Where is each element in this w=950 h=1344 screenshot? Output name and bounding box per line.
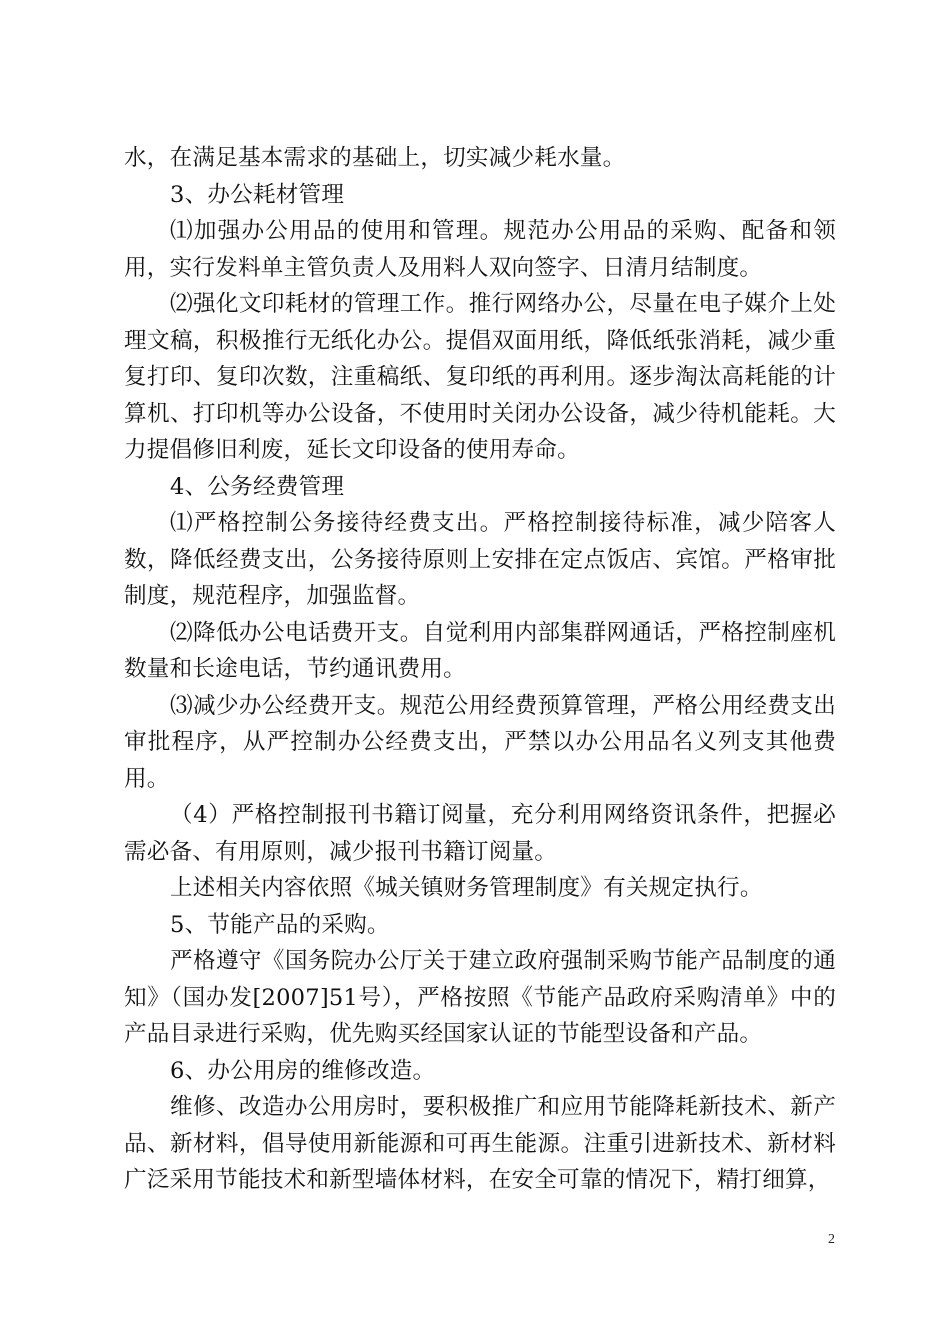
- paragraph-office-supplies: ⑴加强办公用品的使用和管理。规范办公用品的采购、配备和领用，实行发料单主管负责人及用料人双向签字、日清月结制度。: [124, 218, 836, 281]
- page-number: 2: [828, 1232, 835, 1247]
- paragraph-energy-procurement: 严格遵守《国务院办公厅关于建立政府强制采购节能产品制度的通知》（国办发[2007]51号），严格按照《节能产品政府采购清单》中的产品目录进行采购，优先购买经国家认证的节能型设备和产品。: [124, 948, 836, 1047]
- heading-energy-procurement: 5、节能产品的采购。: [170, 911, 390, 938]
- paragraph-building-renovation: 维修、改造办公用房时，要积极推广和应用节能降耗新技术、新产品、新材料，倡导使用新能源和可再生能源。注重引进新技术、新材料广泛采用节能技术和新型墙体材料，在安全可靠的情况下，精打细算，: [124, 1094, 836, 1193]
- paragraph-printing-consumables: ⑵强化文印耗材的管理工作。推行网络办公，尽量在电子媒介上处理文稿，积极推行无纸化办公。提倡双面用纸，降低纸张消耗，减少重复打印、复印次数，注重稿纸、复印纸的再利用。逐步淘汰高耗能的计算机、打印机等办公设备，不使用时关闭办公设备，减少待机能耗。大力提倡修旧利废，延长文印设备的使用寿命。: [124, 291, 836, 463]
- paragraph-finance-rules: 上述相关内容依照《城关镇财务管理制度》有关规定执行。: [170, 875, 763, 901]
- heading-official-expenses: 4、公务经费管理: [170, 473, 345, 500]
- paragraph-water-continuation: 水，在满足基本需求的基础上，切实减少耗水量。: [124, 145, 626, 171]
- paragraph-reception-expenses: ⑴严格控制公务接待经费支出。严格控制接待标准，减少陪客人数，降低经费支出，公务接待原则上安排在定点饭店、宾馆。严格审批制度，规范程序，加强监督。: [124, 510, 836, 609]
- paragraph-subscriptions: （4）严格控制报刊书籍订阅量，充分利用网络资讯条件，把握必需必备、有用原则，减少报刊书籍订阅量。: [124, 802, 836, 865]
- heading-office-consumables: 3、办公耗材管理: [170, 181, 345, 208]
- paragraph-phone-expenses: ⑵降低办公电话费开支。自觉利用内部集群网通话，严格控制座机数量和长途电话，节约通讯费用。: [124, 619, 836, 682]
- document-body: [124, 140, 836, 1199]
- paragraph-office-expenses: ⑶减少办公经费开支。规范公用经费预算管理，严格公用经费支出审批程序，从严控制办公经费支出，严禁以办公用品名义列支其他费用。: [124, 692, 836, 792]
- heading-building-renovation: 6、办公用房的维修改造。: [170, 1057, 436, 1084]
